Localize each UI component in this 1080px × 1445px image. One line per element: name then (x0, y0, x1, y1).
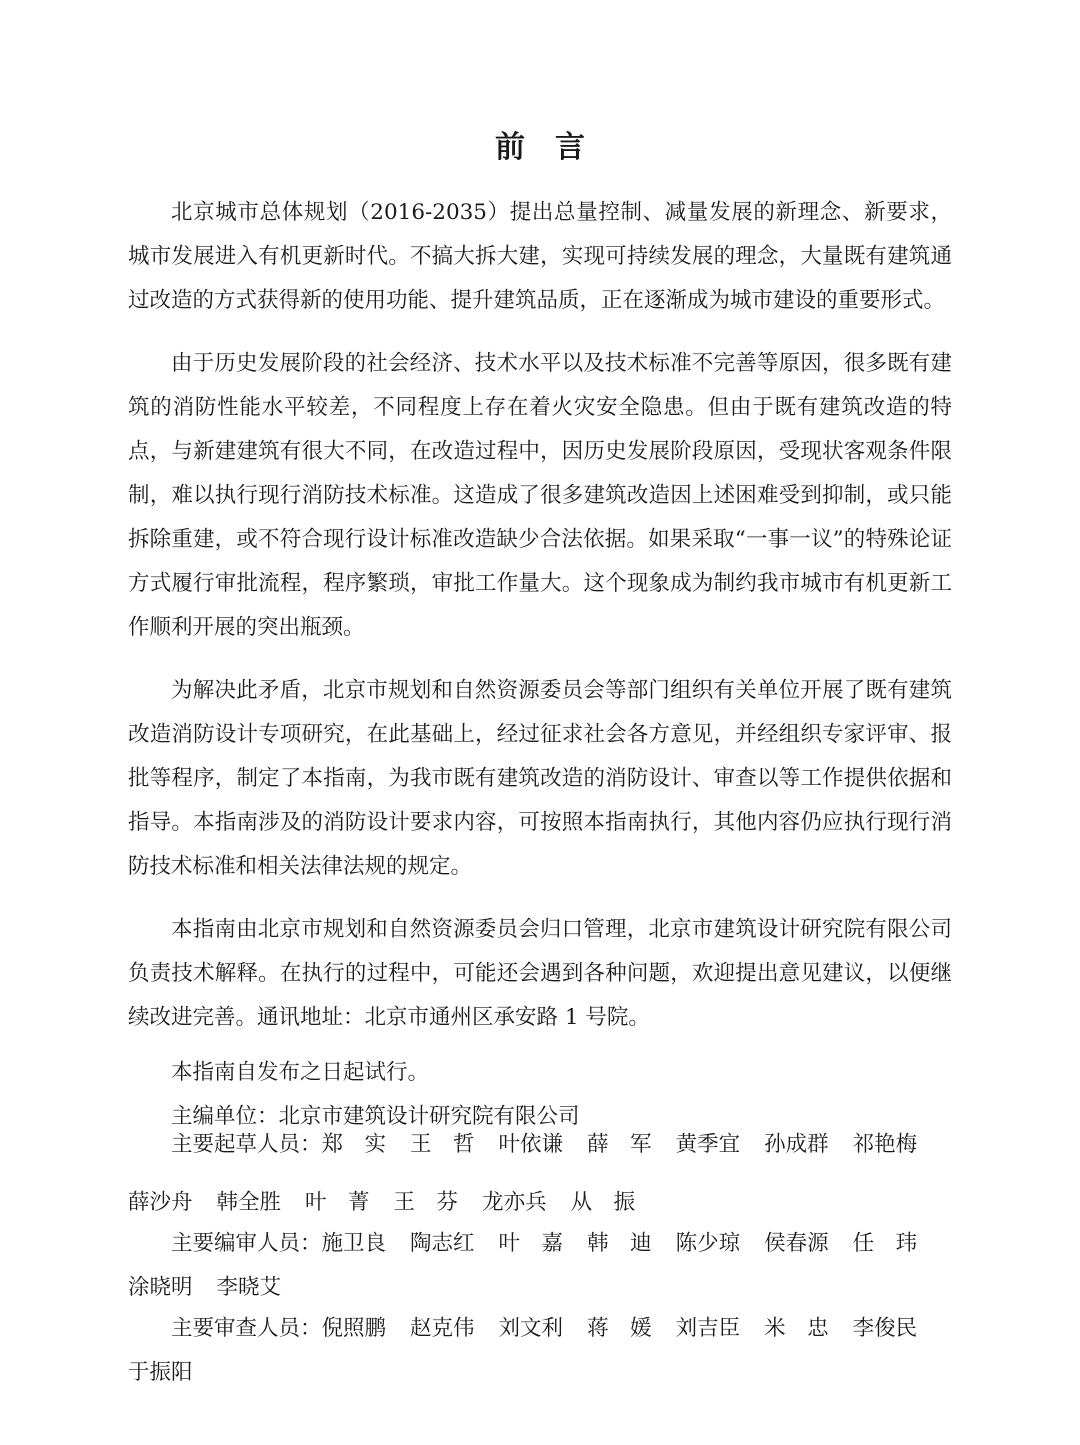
drafter-name: 龙亦兵 (482, 1190, 547, 1215)
paragraph-1: 北京城市总体规划（2016-2035）提出总量控制、减量发展的新理念、新要求，城市发展进入有机更新时代。不搞大拆大建，实现可持续发展的理念，大量既有建筑通过改造的方式获得新的使用功能、提升建筑品质，正在逐渐成为城市建设的重要形式。 (128, 200, 952, 313)
drafter-name: 叶依谦 (498, 1132, 564, 1157)
editor-name: 侯春源 (764, 1231, 829, 1256)
drafters-row-1 (128, 1123, 968, 1167)
editor-name: 叶 嘉 (498, 1231, 564, 1256)
reviewers-row-1 (128, 1307, 968, 1351)
editor-name: 陶志红 (410, 1231, 475, 1256)
reviewer-name: 赵克伟 (410, 1316, 475, 1341)
drafter-name: 薛沙舟 (128, 1190, 193, 1215)
editor-name: 陈少琼 (675, 1231, 741, 1256)
editor-unit-value: 北京市建筑设计研究院有限公司 (278, 1104, 580, 1129)
reviewer-name: 刘吉臣 (675, 1316, 741, 1341)
reviewer-name: 蒋 媛 (587, 1316, 652, 1341)
preface-body (128, 191, 952, 1139)
drafter-name: 从 振 (570, 1190, 636, 1215)
reviewer-name: 于振阳 (128, 1360, 193, 1385)
drafter-name: 黄季宜 (675, 1132, 741, 1157)
paragraph-3: 为解决此矛盾，北京市规划和自然资源委员会等部门组织有关单位开展了既有建筑改造消防设计专项研究，在此基础上，经过征求社会各方意见，并经组织专家评审、报批等程序，制定了本指南，为我市既有建筑改造的消防设计、审查以等工作提供依据和指导。本指南涉及的消防设计要求内容，可按照本指南执行，其他内容仍应执行现行消防技术标准和相关法律法规的规定。 (128, 678, 952, 879)
drafters-row-2 (128, 1181, 968, 1225)
drafter-name: 薛 军 (587, 1132, 652, 1157)
paragraph-2: 由于历史发展阶段的社会经济、技术水平以及技术标准不完善等原因，很多既有建筑的消防性能水平较差，不同程度上存在着火灾安全隐患。但由于既有建筑改造的特点，与新建建筑有很大不同，在改造过程中，因历史发展阶段原因，受现状客观条件限制，难以执行现行消防技术标准。这造成了很多建筑改造因上述困难受到抑制，或只能拆除重建，或不符合现行设计标准改造缺少合法依据。如果采取“一事一议”的特殊论证方式履行审批流程，程序繁琐，审批工作量大。这个现象成为制约我市城市有机更新工作顺利开展的突出瓶颈。 (128, 351, 952, 640)
editor-name: 施卫良 (321, 1231, 387, 1256)
drafter-name: 王 芬 (393, 1190, 459, 1215)
reviewers-block (128, 1307, 968, 1395)
drafter-name: 郑 实 (321, 1132, 387, 1157)
editors-block (128, 1222, 968, 1310)
page-title: 前 言 (495, 130, 585, 165)
editor-unit-label: 主编单位： (171, 1104, 279, 1129)
reviewer-name: 倪照鹏 (321, 1316, 387, 1341)
editor-name: 任 玮 (852, 1231, 918, 1256)
drafter-name: 王 哲 (410, 1132, 475, 1157)
paragraph-5: 本指南自发布之日起试行。 (171, 1060, 430, 1085)
editor-name: 涂晓明 (128, 1275, 193, 1300)
drafter-name: 韩全胜 (216, 1190, 282, 1215)
editor-name: 韩 迪 (587, 1231, 652, 1256)
drafters-block (128, 1123, 968, 1225)
editors-row-2 (128, 1266, 968, 1310)
editors-label: 主要编审人员： (171, 1231, 322, 1256)
drafter-name: 叶 菁 (305, 1190, 370, 1215)
drafters-label: 主要起草人员： (171, 1132, 322, 1157)
reviewers-row-2 (128, 1351, 968, 1395)
reviewers-label: 主要审查人员： (171, 1316, 322, 1341)
drafter-name: 祁艳梅 (852, 1132, 918, 1157)
reviewer-name: 刘文利 (498, 1316, 564, 1341)
editor-name: 李晓艾 (216, 1275, 282, 1300)
paragraph-4: 本指南由北京市规划和自然资源委员会归口管理，北京市建筑设计研究院有限公司负责技术解释。在执行的过程中，可能还会遇到各种问题，欢迎提出意见建议，以便继续改进完善。通讯地址：北京市通州区承安路 1 号院。 (128, 917, 952, 1030)
drafter-name: 孙成群 (764, 1132, 829, 1157)
editors-row-1 (128, 1222, 968, 1266)
reviewer-name: 李俊民 (852, 1316, 918, 1341)
reviewer-name: 米 忠 (764, 1316, 829, 1341)
